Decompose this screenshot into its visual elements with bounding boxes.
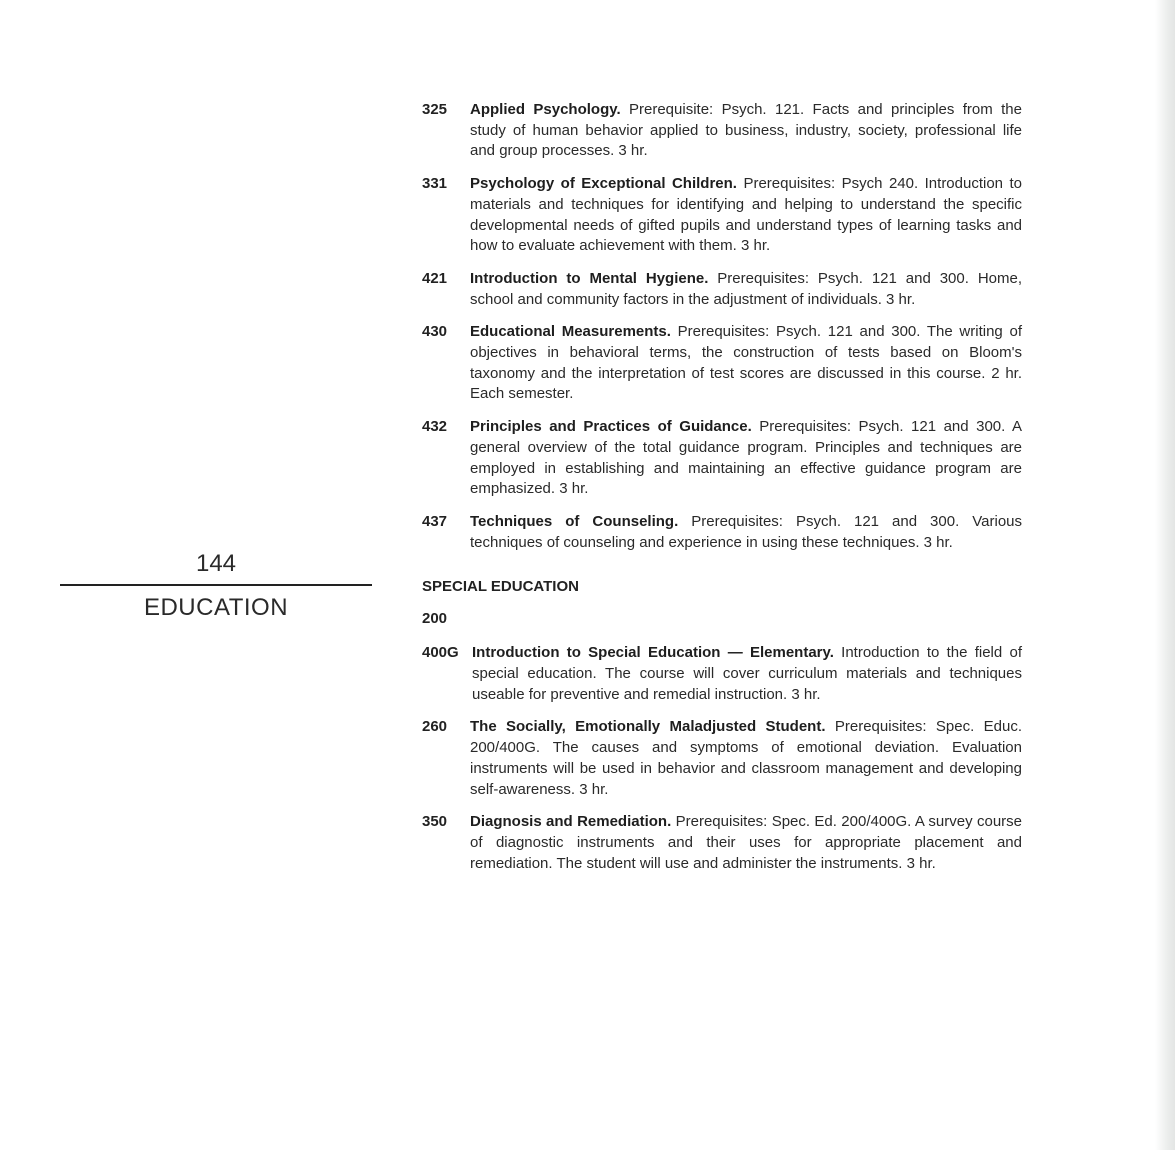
course-entry [422, 812, 1022, 874]
course-entry [422, 322, 1022, 405]
course-title: Diagnosis and Remediation. [470, 813, 672, 831]
course-body: Prerequisites: Psych. 121 and 300. The writing of objectives in behavioral terms, the construction of tests based on Bloom's taxonomy and the interpretation of test scores are discussed in this course. 2 hr. Each semester. [470, 323, 1022, 403]
course-entry [422, 417, 1022, 500]
course-code: 430 [422, 323, 448, 341]
course-code: 350 [422, 813, 448, 831]
course-body: Introduction to the field of special education. The course will cover curriculum materials and techniques useable for preventive and remedial instruction. 3 hr. [472, 644, 1022, 703]
course-body: Prerequisites: Psych 240. Introduction to materials and techniques for identifying and helping to understand the specific developmental needs of gifted pupils and understand types of learning tasks and how to evaluate achievement with them. 3 hr. [470, 175, 1023, 255]
course-description [470, 812, 1022, 874]
course-title: Psychology of Exceptional Children. [470, 175, 737, 193]
course-body: Prerequisites: Spec. Educ. 200/400G. The causes and symptoms of emotional deviation. Evaluation instruments will be used in behavior and classroom management and developing self-awareness. 3 hr. [470, 718, 1022, 798]
course-body: Prerequisites: Psych. 121 and 300. Various techniques of counseling and experience in using these techniques. 3 hr. [470, 512, 1022, 551]
course-description [470, 100, 1022, 162]
course-title: Educational Measurements. [470, 323, 671, 341]
course-entry [422, 269, 1022, 310]
course-body: Prerequisite: Psych. 121. Facts and principles from the study of human behavior applied to business, industry, society, professional life and group processes. 3 hr. [470, 101, 1022, 160]
course-title: The Socially, Emotionally Maladjusted Student. [470, 718, 826, 736]
page-number: 144 [195, 550, 237, 577]
course-entry [422, 100, 1022, 162]
course-listing [422, 100, 1022, 886]
course-entry [422, 717, 1022, 800]
course-body: Prerequisites: Spec. Ed. 200/400G. A survey course of diagnostic instruments and their uses for appropriate placement and remediation. The student will use and administer the instruments. 3 hr. [470, 813, 1022, 872]
course-code: 437 [422, 512, 448, 530]
course-entry [422, 643, 1022, 705]
course-code: 325 [422, 101, 448, 118]
course-title: Applied Psychology. [470, 101, 621, 118]
course-code: 421 [422, 269, 448, 287]
course-title: Techniques of Counseling. [470, 512, 679, 530]
course-code: 331 [422, 175, 448, 193]
course-description [470, 174, 1022, 257]
section-label: EDUCATION [143, 594, 289, 621]
course-body: Prerequisites: Psych. 121 and 300. Home, school and community factors in the adjustment of individuals. 3 hr. [470, 269, 1022, 308]
course-description [470, 322, 1022, 405]
course-entry [422, 174, 1022, 257]
course-title: Principles and Practices of Guidance. [470, 418, 752, 436]
course-description [470, 417, 1022, 500]
course-description [472, 643, 1022, 705]
page-edge-shadow [1155, 0, 1175, 1150]
course-title: Introduction to Mental Hygiene. [470, 269, 709, 287]
course-description [470, 717, 1022, 800]
course-code: 260 [422, 718, 448, 736]
course-description [470, 512, 1022, 553]
course-description [470, 269, 1022, 310]
course-entry [422, 512, 1022, 553]
course-body: Prerequisites: Psych. 121 and 300. A general overview of the total guidance program. Principles and techniques are employed in establishing and maintaining an effective guidance program are emphasized. 3 hr. [470, 418, 1022, 498]
sidebar-divider [60, 584, 372, 586]
course-code: 432 [422, 418, 448, 436]
course-code: 400G [422, 644, 459, 662]
page-sidebar [60, 548, 372, 624]
course-title: Introduction to Special Education — Elementary. [472, 644, 834, 662]
course-code: 200 [422, 610, 448, 628]
section-heading: SPECIAL EDUCATION [422, 578, 579, 596]
